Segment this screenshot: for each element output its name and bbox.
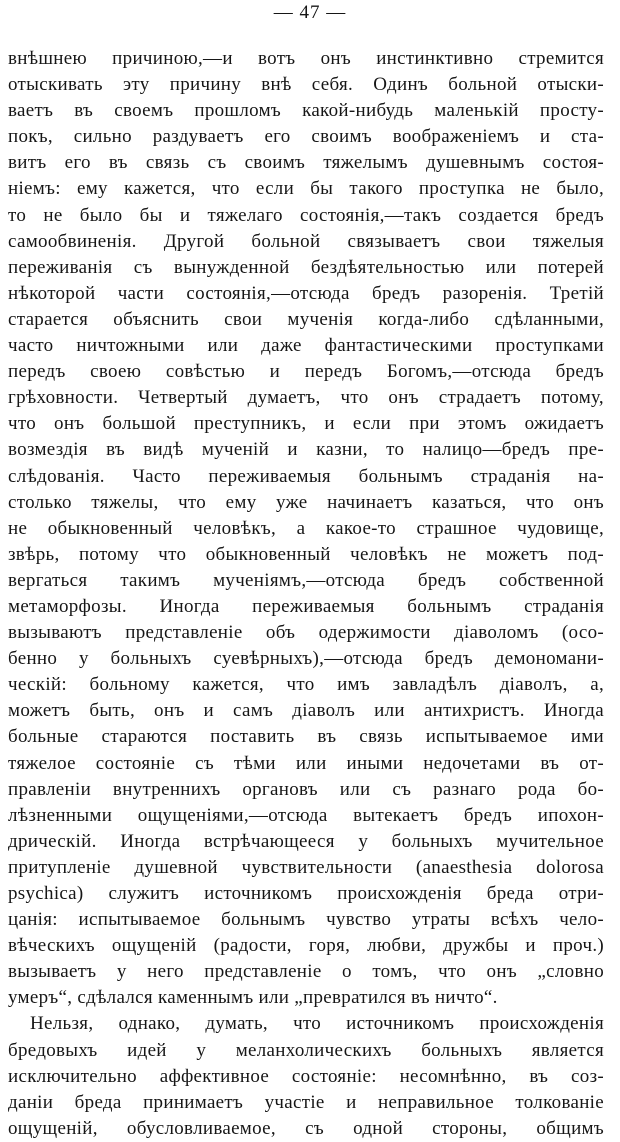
text-line: нѣкоторой части состоянiя,—отсюда бредъ разоренiя. Третiй [8,282,604,304]
text-line: переживанiя съ вынужденной бездѣятельностью или потерей [8,256,604,278]
text-line: ощущенiй, обусловливаемое, съ одной стороны, общимъ [8,1117,604,1139]
text-line: данiи бреда принимаетъ участiе и неправильное толкованiе [8,1091,604,1113]
text-line: лѣзненными ощущенiями,—отсюда вытекаетъ бредъ ипохон- [8,804,604,826]
text-line: цанiя: испытываемое больнымъ чувство утраты всѣхъ чело- [8,909,604,931]
text-line: часто ничтожными или даже фантастическими проступками [8,335,604,357]
text-line: исключительно аффективное состоянiе: несомнѣнно, въ соз- [8,1065,604,1087]
text-line: что онъ большой преступникъ, и если при этомъ ожидаетъ [8,413,604,435]
text-line: Нельзя, однако, думать, что источникомъ происхожденiя [30,1013,604,1035]
text-line: можетъ быть, онъ и самъ дiаволъ или антихристъ. Иногда [8,700,604,722]
text-line: притупленiе душевной чувствительности (anaesthesia dolorosa [8,856,604,878]
text-line: передъ своею совѣстью и передъ Богомъ,—отсюда бредъ [8,361,604,383]
text-line: ваетъ въ своемъ прошломъ какой-нибудь маленькiй просту- [8,100,604,122]
text-line: звѣрь, потому что обыкновенный человѣкъ не можетъ под- [8,543,604,565]
text-line: внѣшнею причиною,—и вотъ онъ инстинктивно стремится [8,48,604,69]
text-line: то не было бы и тяжелаго состоянiя,—такъ создается бредъ [8,204,604,226]
text-line: не обыкновенный человѣкъ, а какое-то страшное чудовище, [8,517,604,539]
text-line: витъ его въ связь съ своимъ тяжелымъ душевнымъ состоя- [8,152,604,174]
text-line: покъ, сильно раздуваетъ его своимъ воображенiемъ и ста- [8,126,604,148]
text-line: самообвиненiя. Другой больной связываетъ свои тяжелыя [8,230,604,252]
text-line: нiемъ: ему кажется, что если бы такого проступка не было, [8,178,604,200]
text-line: вѣческихъ ощущенiй (радости, горя, любви, дружбы и проч.) [8,935,604,957]
text-line: отыскивать эту причину внѣ себя. Одинъ больной отыски- [8,74,604,96]
text-line: правленiи внутреннихъ органовъ или съ разнаго рода бо- [8,778,604,800]
text-line: грѣховности. Четвертый думаетъ, что онъ страдаетъ потому, [8,387,604,409]
text-line: старается объяснить свои мученiя когда-либо сдѣланными, [8,308,604,330]
page-number: — 47 — [273,2,347,23]
text-line: дрическiй. Иногда встрѣчающееся у больныхъ мучительное [8,830,604,852]
text-line: бенно у больныхъ суевѣрныхъ),—отсюда бредъ демономани- [8,648,604,670]
text-line: метаморфозы. Иногда переживаемыя больнымъ страданiя [8,595,604,617]
text-line: psychica) служитъ источникомъ происхожденiя бреда отри- [8,883,604,904]
body-text [8,46,604,1142]
text-line: бредовыхъ идей у меланхолическихъ больныхъ является [8,1039,604,1061]
text-line: тяжелое состоянiе съ тѣми или иными недочетами въ от- [8,752,604,774]
text-line: вергаться такимъ мученiямъ,—отсюда бредъ собственной [8,569,604,591]
text-line: слѣдованiя. Часто переживаемыя больнымъ страданiя на- [8,465,604,487]
text-line: больные стараются поставить въ связь испытываемое ими [8,726,604,748]
text-line: вызываетъ у него представленiе о томъ, что онъ „словно [8,961,604,983]
text-line: столько тяжелы, что ему уже начинаетъ казаться, что онъ [8,491,604,513]
text-line: умеръ“, сдѣлался каменнымъ или „превратился въ ничто“. [8,987,498,1009]
text-line: вызываютъ представленiе объ одержимости дiаволомъ (осо- [8,622,604,644]
text-line: возмездiя въ видѣ мученiй и казни, то налицо—бредъ пре- [8,439,604,461]
text-line: ческiй: больному кажется, что имъ завладѣлъ дiаволъ, а, [8,674,604,696]
